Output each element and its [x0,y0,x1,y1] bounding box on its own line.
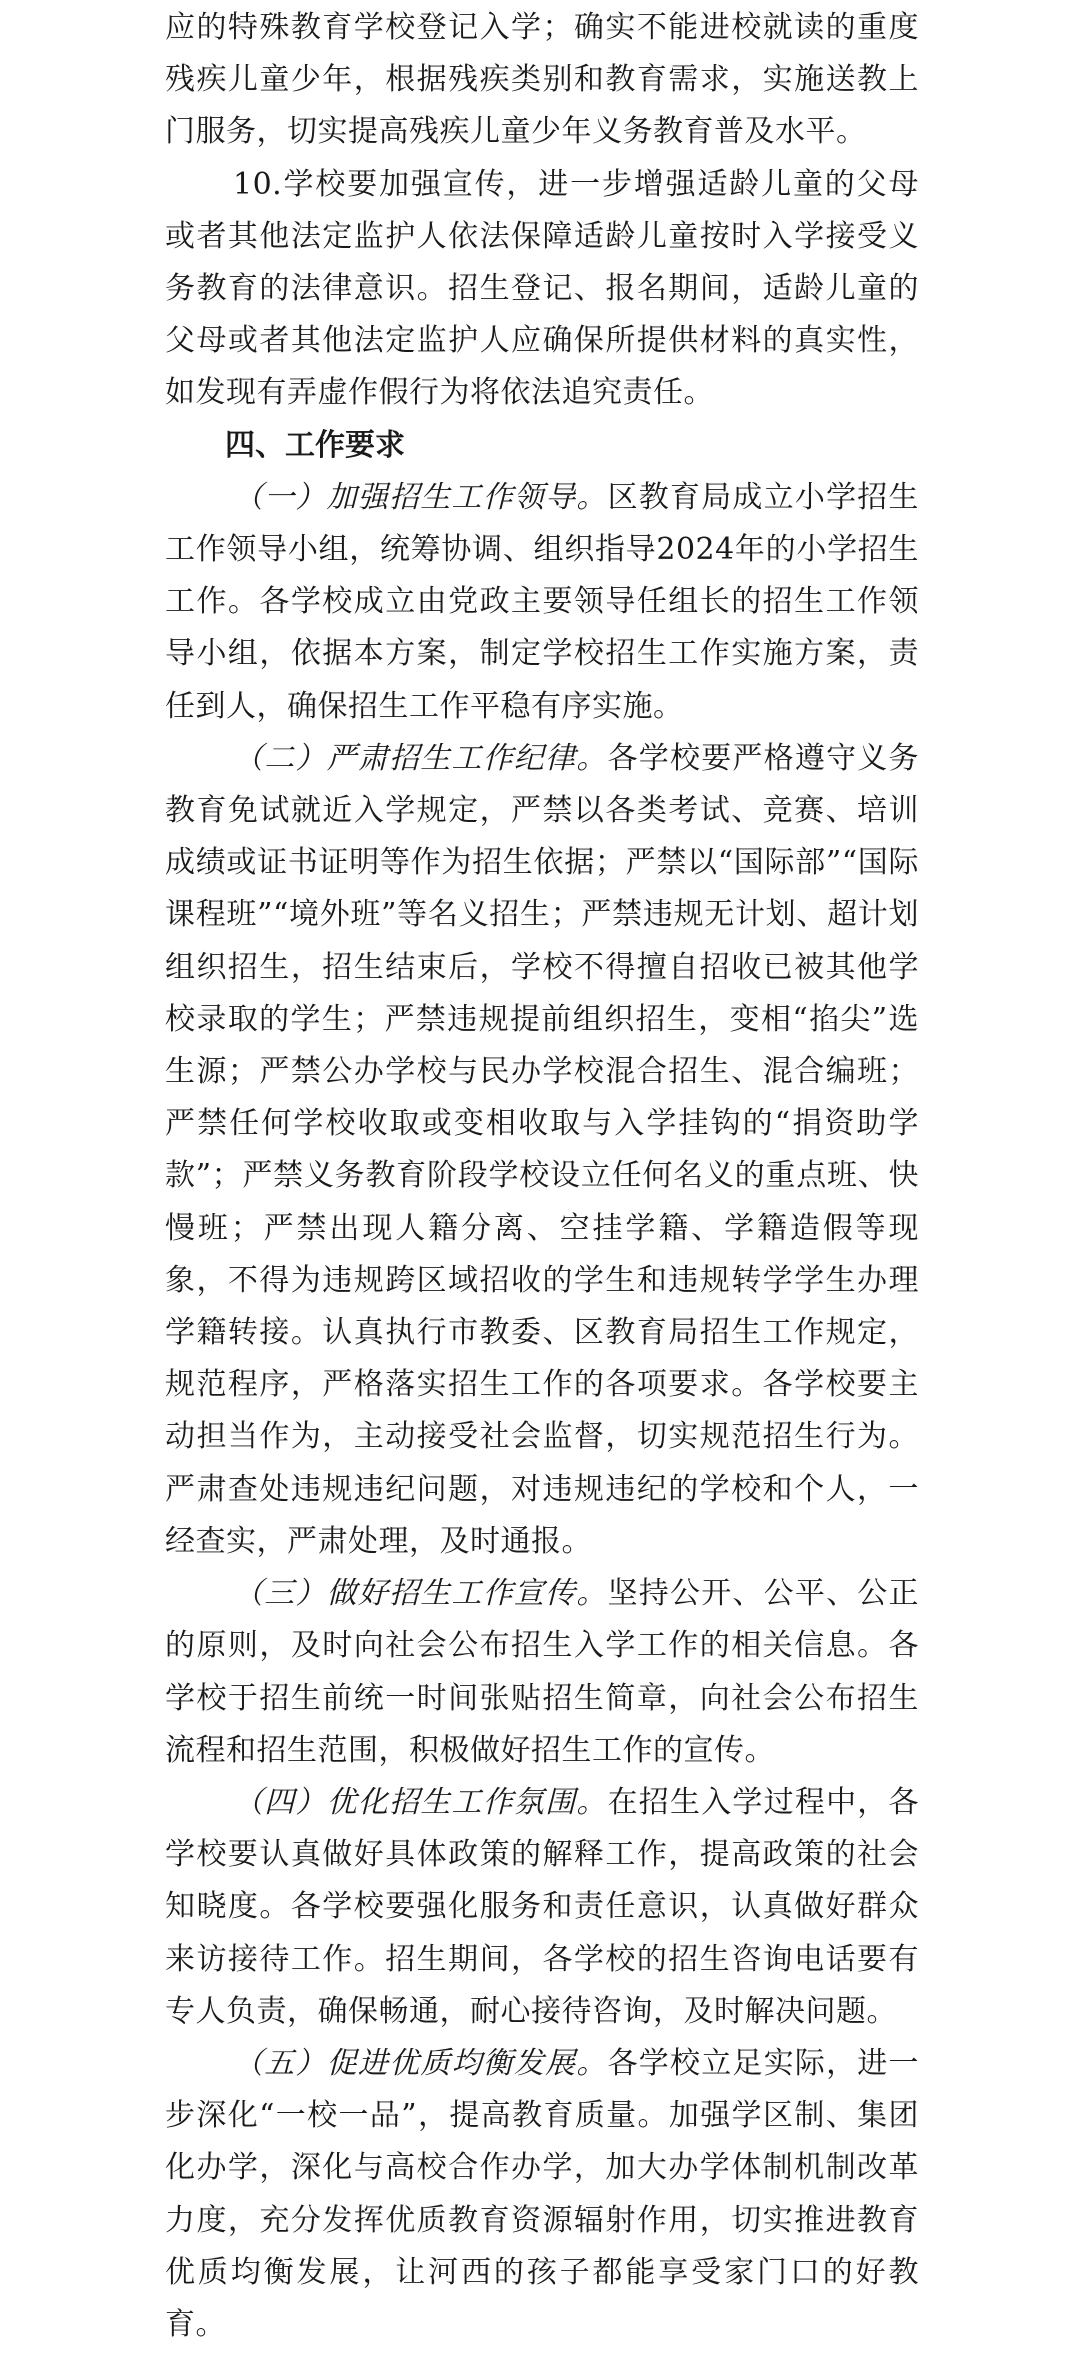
subsection-title: （一）加强招生工作领导。 [233,479,608,515]
paragraph-text: 在招生入学过程中，各学校要认真做好具体政策的解释工作，提高政策的社会知晓度。各学校要强化服务和责任意识，认真做好群众来访接待工作。招生期间，各学校的招生咨询电话要有专人负责，确保畅通，耐心接待咨询，及时解决问题。 [165,1784,920,2029]
paragraph-subsection-5 [165,2038,919,2351]
paragraph-continued [165,2,919,159]
paragraph-text: 应的特殊教育学校登记入学；确实不能进校就读的重度残疾儿童少年，根据残疾类别和教育需求，实施送教上门服务，切实提高残疾儿童少年义务教育普及水平。 [165,10,919,150]
subsection-title: （二）严肃招生工作纪律。 [233,740,608,776]
subsection-title: （四）优化招生工作氛围。 [233,1784,608,1820]
paragraph-subsection-2 [165,733,919,1568]
paragraph-subsection-1 [165,472,919,733]
paragraph-text: 各学校立足实际，进一步深化“一校一品”，提高教育质量。加强学区制、集团化办学，深化与高校合作办学，加大办学体制机制改革力度，充分发挥优质教育资源辐射作用，切实推进教育优质均衡发展，让河西的孩子都能享受家门口的好教育。 [165,2045,920,2342]
document-body [165,2,919,2351]
paragraph-subsection-4 [165,1777,919,2038]
paragraph-item-10 [165,159,919,420]
paragraph-text: 各学校要严格遵守义务教育免试就近入学规定，严禁以各类考试、竞赛、培训成绩或证书证明等作为招生依据；严禁以“国际部”“国际课程班”“境外班”等名义招生；严禁违规无计划、超计划组织招生，招生结束后，学校不得擅自招收已被其他学校录取的学生；严禁违规提前组织招生，变相“掐尖”选生源；严禁公办学校与民办学校混合招生、混合编班；严禁任何学校收取或变相收取与入学挂钩的“捐资助学款”；严禁义务教育阶段学校设立任何名义的重点班、快慢班；严禁出现人籍分离、空挂学籍、学籍造假等现象，不得为违规跨区域招收的学生和违规转学学生办理学籍转接。认真执行市教委、区教育局招生工作规定，规范程序，严格落实招生工作的各项要求。各学校要主动担当作为，主动接受社会监督，切实规范招生行为。严肃查处违规违纪问题，对违规违纪的学校和个人，一经查实，严肃处理，及时通报。 [165,740,920,1559]
paragraph-subsection-3 [165,1568,919,1777]
section-heading: 四、工作要求 [225,427,405,463]
paragraph-text: 区教育局成立小学招生工作领导小组，统筹协调、组织指导2024年的小学招生工作。各学校成立由党政主要领导任组长的招生工作领导小组，依据本方案，制定学校招生工作实施方案，责任到人，确保招生工作平稳有序实施。 [165,479,920,724]
paragraph-text: 坚持公开、公平、公正的原则，及时向社会公布招生入学工作的相关信息。各学校于招生前统一时间张贴招生简章，向社会公布招生流程和招生范围，积极做好招生工作的宣传。 [165,1576,920,1768]
subsection-title: （三）做好招生工作宣传。 [233,1576,608,1612]
subsection-title: （五）促进优质均衡发展。 [233,2045,608,2081]
paragraph-text: 10.学校要加强宣传，进一步增强适龄儿童的父母或者其他法定监护人依法保障适龄儿童按时入学接受义务教育的法律意识。招生登记、报名期间，适龄儿童的父母或者其他法定监护人应确保所提供材料的真实性，如发现有弄虚作假行为将依法追究责任。 [165,166,919,411]
